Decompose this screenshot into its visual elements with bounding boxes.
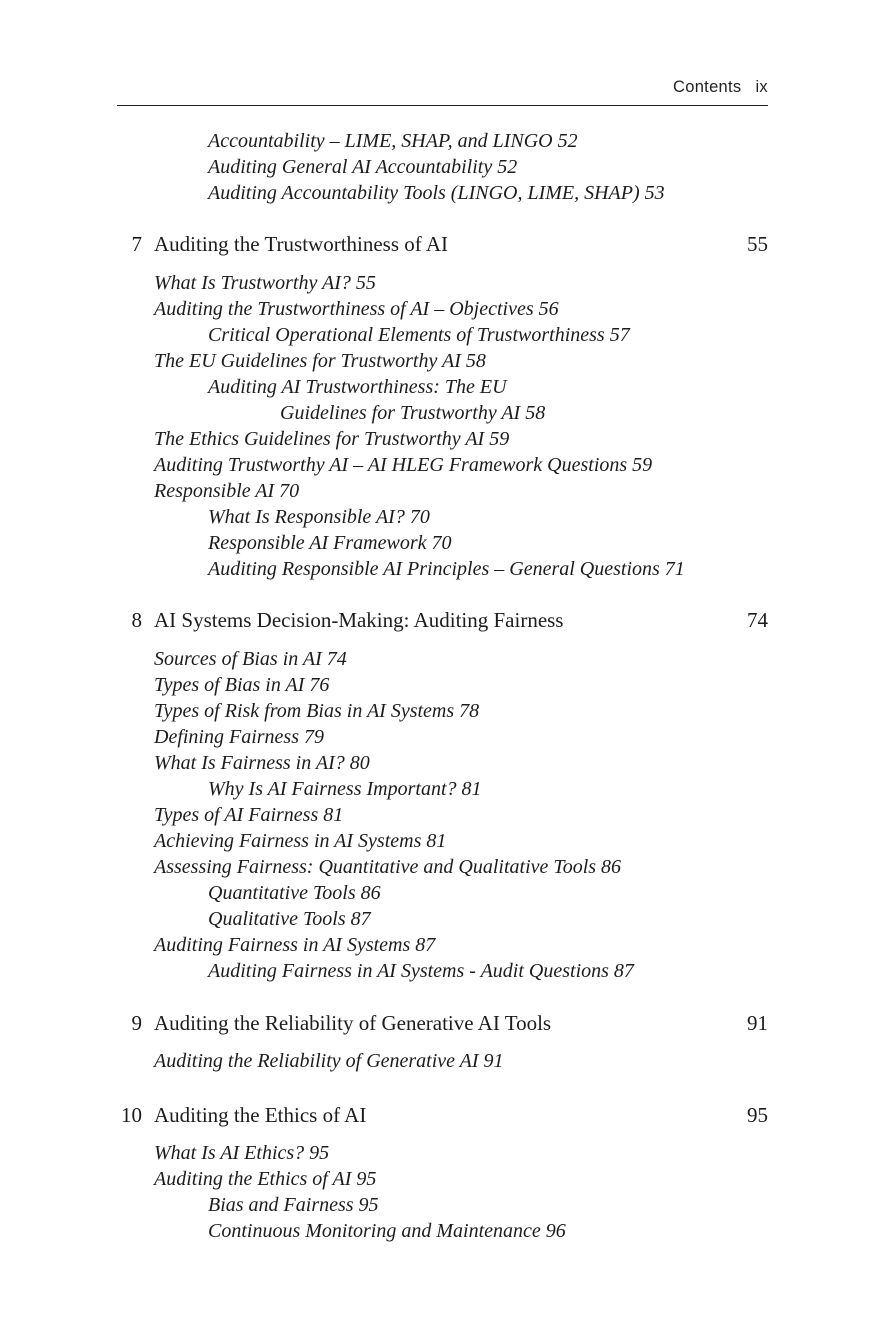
toc-subentry: Qualitative Tools 87 (208, 908, 371, 930)
toc-subentry: Auditing Responsible AI Principles – General Questions 71 (208, 558, 685, 580)
chapter-title: Auditing the Ethics of AI (154, 1103, 367, 1127)
toc-entry: The Ethics Guidelines for Trustworthy AI 59 (154, 428, 510, 450)
chapter-number: 9 (131, 1011, 142, 1035)
chapter-title: Auditing the Reliability of Generative AI Tools (154, 1011, 552, 1035)
toc-entry: Auditing General AI Accountability 52 (208, 156, 518, 178)
toc-entry: Accountability – LIME, SHAP, and LINGO 52 (208, 130, 578, 152)
toc-entry: Auditing the Ethics of AI 95 (154, 1168, 377, 1190)
chapter-number: 8 (131, 608, 142, 632)
toc-entry: Auditing Fairness in AI Systems 87 (154, 934, 436, 956)
toc-entry: Assessing Fairness: Quantitative and Qualitative Tools 86 (154, 856, 622, 878)
chapter-page: 74 (747, 608, 768, 632)
toc-entry: Defining Fairness 79 (154, 726, 324, 748)
toc-entry: What Is Fairness in AI? 80 (154, 752, 370, 774)
toc-subentry: What Is Responsible AI? 70 (208, 506, 430, 528)
chapter-page: 95 (747, 1103, 768, 1127)
chapter-page: 55 (747, 232, 768, 256)
chapter-number: 7 (131, 232, 142, 256)
toc-subentry: Why Is AI Fairness Important? 81 (208, 778, 482, 800)
chapter-title: Auditing the Trustworthiness of AI (154, 232, 449, 256)
toc-entry: Auditing Trustworthy AI – AI HLEG Framework Questions 59 (154, 454, 653, 476)
toc-entry: Types of AI Fairness 81 (154, 804, 344, 826)
running-head-section: Contents (673, 78, 742, 96)
toc-entry: Responsible AI 70 (154, 480, 300, 502)
toc-entry: Achieving Fairness in AI Systems 81 (154, 830, 447, 852)
toc-subentry-continued: Guidelines for Trustworthy AI 58 (280, 402, 546, 424)
toc-entry: Auditing the Reliability of Generative AI 91 (154, 1050, 504, 1072)
running-head (673, 78, 768, 97)
toc-entry: What Is Trustworthy AI? 55 (154, 272, 376, 294)
chapter-title: AI Systems Decision-Making: Auditing Fairness (154, 608, 564, 632)
running-head-page-number: ix (755, 78, 768, 96)
toc-subentry: Responsible AI Framework 70 (208, 532, 452, 554)
toc-subentry: Quantitative Tools 86 (208, 882, 381, 904)
toc-entry: Types of Risk from Bias in AI Systems 78 (154, 700, 480, 722)
chapter-page: 91 (747, 1011, 768, 1035)
toc-subentry: Continuous Monitoring and Maintenance 96 (208, 1220, 566, 1242)
toc-subentry: Critical Operational Elements of Trustworthiness 57 (208, 324, 630, 346)
toc-entry: The EU Guidelines for Trustworthy AI 58 (154, 350, 486, 372)
toc-subentry: Auditing Fairness in AI Systems - Audit Questions 87 (208, 960, 634, 982)
toc-entry: Auditing Accountability Tools (LINGO, LIME, SHAP) 53 (208, 182, 665, 204)
chapter-number: 10 (121, 1103, 142, 1127)
toc-entry: What Is AI Ethics? 95 (154, 1142, 330, 1164)
toc-entry: Sources of Bias in AI 74 (154, 648, 347, 670)
header-rule (117, 105, 768, 106)
toc-entry: Auditing the Trustworthiness of AI – Objectives 56 (154, 298, 559, 320)
toc-subentry: Auditing AI Trustworthiness: The EU (208, 376, 507, 398)
toc-entry: Types of Bias in AI 76 (154, 674, 330, 696)
toc-subentry: Bias and Fairness 95 (208, 1194, 379, 1216)
